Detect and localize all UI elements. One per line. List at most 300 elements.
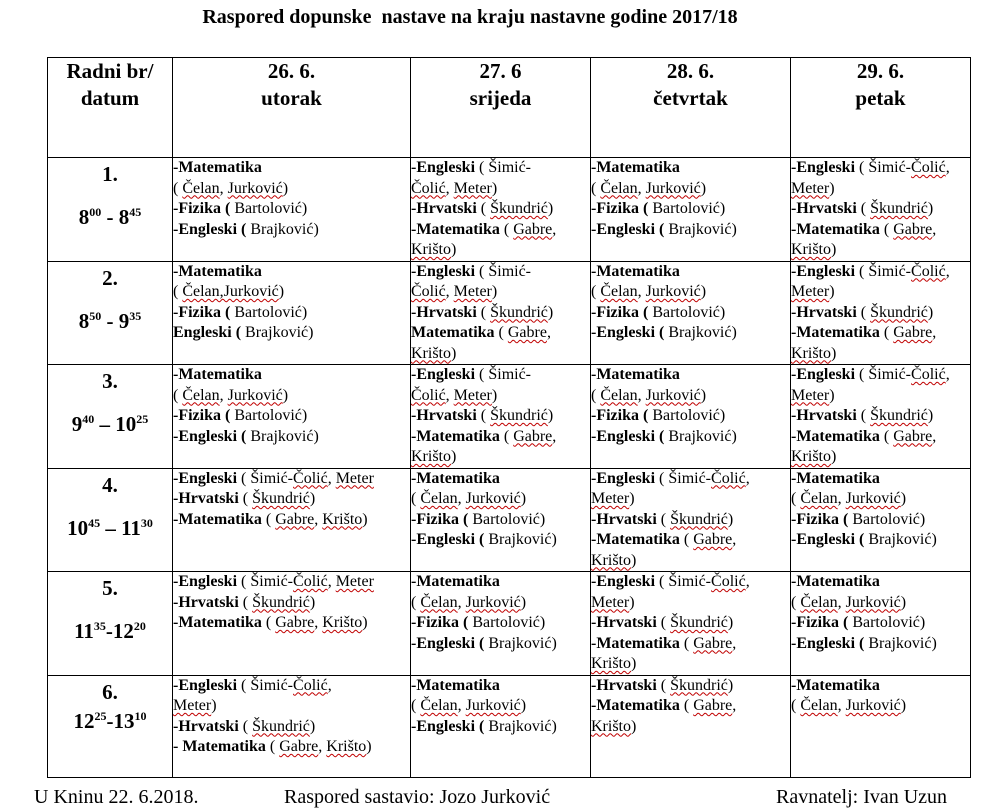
schedule-line — [791, 386, 970, 407]
table-row — [48, 158, 971, 262]
teacher-names: ( Šimić-Čolić, — [237, 676, 332, 694]
subject-name: -Hrvatski — [173, 717, 239, 735]
schedule-cell — [791, 158, 971, 262]
subject-name: -Matematika — [411, 427, 500, 445]
teacher-names: ( Čelan, Jurković) — [791, 490, 907, 507]
schedule-cell — [173, 158, 411, 262]
table-row — [48, 572, 971, 676]
schedule-line — [173, 303, 410, 324]
period-cell — [48, 468, 173, 572]
teacher-names: ( Škundrić) — [476, 303, 554, 321]
teacher-names: Bartolović) — [848, 510, 926, 528]
subject-name: -Engleski ( — [791, 531, 865, 548]
period-time: $8^{00} - 8^{45}$ — [78, 205, 142, 229]
schedule-line — [411, 489, 590, 510]
subject-name: -Hrvatski — [791, 303, 857, 321]
schedule-cell — [591, 158, 791, 262]
schedule-cell — [173, 365, 411, 469]
schedule-line — [591, 510, 790, 531]
schedule-line — [591, 303, 790, 324]
schedule-line — [411, 696, 590, 717]
teacher-names: ( Škundrić) — [238, 593, 316, 611]
teacher-names: ( Škundrić) — [238, 490, 316, 507]
subject-name: -Engleski — [173, 573, 238, 590]
teacher-names: Meter) — [791, 386, 835, 404]
table-row — [48, 468, 971, 572]
teacher-names: ( Šimić-Čolić, — [655, 469, 750, 487]
schedule-cell — [791, 675, 971, 777]
teacher-names: ( Čelan, Jurković) — [411, 697, 527, 714]
teacher-names: Krišto) — [591, 551, 637, 569]
subject-name: -Engleski — [791, 159, 856, 176]
schedule-cell — [411, 261, 591, 365]
teacher-names: ( Gabre, — [679, 531, 737, 548]
subject-name: -Fizika ( — [591, 407, 649, 424]
schedule-line — [591, 427, 790, 448]
schedule-line — [411, 262, 590, 283]
subject-name: -Hrvatski — [173, 593, 239, 611]
subject-name: -Matematika — [173, 510, 262, 528]
period-cell — [48, 675, 173, 777]
subject-name: Engleski ( — [173, 324, 242, 341]
teacher-names: ( Čelan, Jurković) — [173, 386, 289, 404]
schedule-line — [791, 696, 970, 717]
teacher-names: ( Šimić- — [475, 262, 532, 280]
schedule-line — [591, 489, 790, 510]
schedule-line — [411, 510, 590, 531]
teacher-names: Krišto) — [791, 241, 837, 258]
teacher-names: ( Šimić-Čolić, Meter — [237, 469, 374, 487]
schedule-line — [173, 469, 410, 490]
teacher-names: Bartolović) — [468, 510, 546, 528]
subject-name: -Matematika — [173, 159, 262, 176]
teacher-names: ( Škundrić) — [656, 676, 734, 694]
schedule-line — [411, 469, 590, 490]
teacher-names: ( Čelan, Jurković) — [411, 593, 527, 611]
schedule-cell — [591, 261, 791, 365]
subject-name: -Hrvatski — [411, 200, 477, 217]
teacher-names: Brajković) — [484, 717, 557, 735]
schedule-cell — [791, 572, 971, 676]
teacher-names: ( Šimić- — [475, 159, 532, 176]
subject-name: -Fizika ( — [591, 303, 649, 321]
schedule-table — [47, 57, 971, 778]
teacher-names: Brajković) — [484, 634, 557, 652]
subject-name: -Hrvatski — [791, 200, 857, 217]
subject-name: -Matematika — [591, 697, 680, 714]
subject-name: -Engleski — [791, 366, 856, 383]
teacher-names: Bartolović) — [230, 303, 308, 321]
teacher-names: ( Gabre, — [879, 427, 937, 445]
subject-name: -Fizika ( — [173, 200, 231, 217]
teacher-names: ( Čelan, Jurković) — [591, 179, 707, 197]
subject-name: -Matematika — [411, 676, 500, 694]
schedule-line — [411, 427, 590, 448]
teacher-names: ( Škundrić) — [476, 407, 554, 424]
subject-name: -Fizika ( — [791, 614, 849, 631]
schedule-line — [173, 220, 410, 241]
subject-name: -Engleski ( — [173, 220, 247, 238]
header-row — [48, 58, 971, 158]
subject-name: - Matematika — [173, 738, 266, 755]
schedule-line — [591, 469, 790, 490]
schedule-line — [791, 303, 970, 324]
teacher-names: ( Gabre, — [499, 427, 557, 445]
subject-name: -Hrvatski — [411, 303, 477, 321]
schedule-line — [173, 179, 410, 200]
schedule-line — [411, 344, 590, 365]
teacher-names: ( Šimić-Čolić, — [855, 159, 950, 176]
schedule-line — [411, 530, 590, 551]
period-number: 3. — [102, 369, 118, 393]
schedule-line — [591, 406, 790, 427]
teacher-names: Krišto) — [411, 344, 457, 362]
subject-name: -Fizika ( — [173, 407, 231, 424]
schedule-line — [791, 179, 970, 200]
subject-name: -Engleski ( — [411, 717, 485, 735]
schedule-line — [591, 158, 790, 179]
schedule-cell — [173, 468, 411, 572]
schedule-line — [591, 179, 790, 200]
subject-name: -Engleski — [791, 262, 856, 280]
teacher-names: ( Gabre, — [494, 324, 551, 341]
day-header: 28. 6. četvrtak — [591, 58, 791, 158]
teacher-names: ( Gabre, Krišto) — [261, 510, 368, 528]
subject-name: -Matematika — [791, 573, 880, 590]
period-time: $10^{45} - 11^{30}$ — [67, 515, 153, 540]
period-time: $8^{50} - 9^{35}$ — [78, 308, 142, 333]
period-time: $9^{40} - 10^{25}$ — [71, 412, 149, 436]
schedule-cell — [591, 365, 791, 469]
teacher-names: ( Gabre, — [879, 324, 937, 341]
subject-name: -Engleski — [411, 159, 476, 176]
subject-name: -Matematika — [791, 324, 880, 341]
table-row — [48, 675, 971, 777]
schedule-line — [791, 593, 970, 614]
schedule-line — [173, 427, 410, 448]
subject-name: -Engleski — [173, 676, 238, 694]
teacher-names: Brajković) — [246, 427, 319, 445]
teacher-names: Brajković) — [864, 531, 937, 548]
schedule-line — [591, 323, 790, 344]
schedule-cell — [411, 365, 591, 469]
schedule-line — [411, 447, 590, 468]
period-cell — [48, 365, 173, 469]
schedule-line — [591, 220, 790, 241]
teacher-names: ( Čelan, Jurković) — [591, 283, 707, 300]
period-cell — [48, 572, 173, 676]
day-header: 26. 6. utorak — [173, 58, 411, 158]
schedule-line — [173, 676, 410, 697]
teacher-names: Krišto) — [591, 655, 637, 672]
schedule-line — [791, 530, 970, 551]
schedule-line — [411, 199, 590, 220]
table-row — [48, 365, 971, 469]
subject-name: -Matematika — [791, 469, 880, 487]
subject-name: Matematika — [411, 324, 495, 341]
schedule-line — [791, 240, 970, 261]
period-time: $12^{25}-13^{10}$ — [73, 708, 147, 733]
subject-name: -Matematika — [591, 366, 680, 383]
subject-name: -Engleski ( — [173, 427, 247, 445]
period-number: 5. — [102, 576, 118, 600]
subject-name: -Matematika — [791, 427, 880, 445]
corner-header: Radni br/ datum — [48, 58, 173, 158]
schedule-line — [791, 613, 970, 634]
teacher-names: Krišto) — [411, 241, 457, 258]
teacher-names: Meter) — [791, 179, 835, 197]
schedule-line — [411, 240, 590, 261]
teacher-names: Krišto) — [411, 448, 457, 465]
teacher-names: ( Čelan,Jurković) — [173, 283, 285, 300]
schedule-line — [173, 282, 410, 303]
period-time: $11^{35}-12^{20}$ — [74, 619, 146, 643]
teacher-names: Brajković) — [484, 531, 557, 548]
schedule-line — [791, 489, 970, 510]
schedule-line — [173, 572, 410, 593]
teacher-names: ( Gabre, — [499, 220, 557, 238]
schedule-cell — [173, 261, 411, 365]
schedule-cell — [411, 675, 591, 777]
schedule-cell — [791, 261, 971, 365]
schedule-cell — [591, 675, 791, 777]
subject-name: -Fizika ( — [411, 510, 469, 528]
schedule-line — [791, 323, 970, 344]
teacher-names: Bartolović) — [468, 614, 546, 631]
teacher-names: ( Šimić-Čolić, Meter — [237, 573, 374, 590]
teacher-names: ( Gabre, — [879, 220, 937, 238]
schedule-line — [591, 365, 790, 386]
footer-author: Raspored sastavio: Jozo Jurković — [284, 786, 551, 808]
teacher-names: ( Čelan, Jurković) — [791, 697, 907, 714]
schedule-line — [791, 510, 970, 531]
schedule-line — [411, 406, 590, 427]
subject-name: -Fizika ( — [173, 303, 231, 321]
teacher-names: ( Škundrić) — [656, 510, 734, 528]
schedule-cell — [791, 365, 971, 469]
schedule-cell — [591, 468, 791, 572]
teacher-names: Krišto) — [791, 448, 837, 465]
teacher-names: Krišto) — [591, 717, 637, 735]
teacher-names: ( Gabre, Krišto) — [261, 614, 368, 631]
schedule-cell — [411, 572, 591, 676]
schedule-line — [791, 427, 970, 448]
schedule-line — [591, 551, 790, 572]
subject-name: -Matematika — [173, 366, 262, 383]
day-header: 29. 6. petak — [791, 58, 971, 158]
subject-name: -Matematika — [411, 469, 500, 487]
subject-name: -Engleski ( — [591, 220, 665, 238]
schedule-line — [411, 386, 590, 407]
subject-name: -Hrvatski — [791, 407, 857, 424]
subject-name: -Engleski ( — [791, 634, 865, 652]
subject-name: -Engleski — [411, 366, 476, 383]
footer-place-date: U Kninu 22. 6.2018. — [34, 786, 199, 808]
schedule-cell — [173, 675, 411, 777]
schedule-line — [411, 676, 590, 697]
schedule-line — [411, 365, 590, 386]
teacher-names: Bartolović) — [230, 200, 308, 217]
schedule-line — [173, 613, 410, 634]
period-number: 2. — [102, 265, 118, 290]
subject-name: -Hrvatski — [591, 676, 657, 694]
teacher-names: Bartolović) — [648, 303, 726, 321]
schedule-line — [791, 282, 970, 303]
subject-name: -Hrvatski — [173, 490, 239, 507]
teacher-names: Brajković) — [664, 220, 737, 238]
subject-name: -Matematika — [791, 676, 880, 694]
schedule-line — [411, 634, 590, 655]
teacher-names: Meter) — [591, 593, 635, 611]
teacher-names: ( Škundrić) — [856, 303, 934, 321]
subject-name: -Engleski — [411, 262, 476, 280]
schedule-line — [591, 530, 790, 551]
schedule-line — [411, 179, 590, 200]
schedule-line — [411, 303, 590, 324]
day-header: 27. 6 srijeda — [411, 58, 591, 158]
schedule-line — [591, 676, 790, 697]
subject-name: -Fizika ( — [791, 510, 849, 528]
teacher-names: ( Škundrić) — [476, 200, 554, 217]
subject-name: -Engleski — [591, 573, 656, 590]
schedule-line — [791, 634, 970, 655]
schedule-line — [791, 220, 970, 241]
period-cell — [48, 158, 173, 262]
teacher-names: Meter) — [791, 283, 835, 300]
schedule-line — [791, 344, 970, 365]
schedule-line — [411, 220, 590, 241]
schedule-line — [791, 365, 970, 386]
teacher-names: Brajković) — [664, 324, 737, 341]
schedule-line — [173, 158, 410, 179]
teacher-names: ( Čelan, Jurković) — [591, 386, 707, 404]
schedule-line — [591, 696, 790, 717]
schedule-line — [591, 572, 790, 593]
schedule-cell — [411, 158, 591, 262]
teacher-names: Meter) — [173, 697, 217, 714]
subject-name: -Hrvatski — [591, 510, 657, 528]
schedule-line — [173, 593, 410, 614]
subject-name: -Matematika — [791, 220, 880, 238]
subject-name: -Engleski ( — [591, 427, 665, 445]
teacher-names: Bartolović) — [230, 407, 308, 424]
teacher-names: ( Čelan, Jurković) — [411, 490, 527, 507]
schedule-line — [411, 572, 590, 593]
schedule-line — [173, 717, 410, 738]
schedule-line — [173, 323, 410, 344]
teacher-names: Brajković) — [241, 324, 314, 341]
teacher-names: ( Šimić- — [475, 366, 532, 383]
period-number: 6. — [102, 679, 118, 704]
schedule-line — [791, 262, 970, 283]
teacher-names: Krišto) — [791, 344, 837, 362]
schedule-line — [791, 572, 970, 593]
schedule-cell — [173, 572, 411, 676]
subject-name: -Hrvatski — [591, 614, 657, 631]
schedule-line — [173, 510, 410, 531]
subject-name: -Matematika — [591, 531, 680, 548]
teacher-names: Čolić, Meter) — [411, 283, 498, 300]
teacher-names: ( Škundrić) — [856, 200, 934, 217]
schedule-line — [591, 262, 790, 283]
schedule-line — [173, 489, 410, 510]
schedule-line — [173, 365, 410, 386]
schedule-line — [591, 199, 790, 220]
schedule-line — [591, 386, 790, 407]
teacher-names: ( Škundrić) — [856, 407, 934, 424]
subject-name: -Matematika — [411, 573, 500, 590]
subject-name: -Matematika — [591, 262, 680, 280]
schedule-line — [411, 717, 590, 738]
footer-principal: Ravnatelj: Ivan Uzun — [776, 786, 948, 808]
schedule-line — [791, 158, 970, 179]
teacher-names: Brajković) — [864, 634, 937, 652]
subject-name: -Matematika — [411, 220, 500, 238]
subject-name: -Hrvatski — [411, 407, 477, 424]
schedule-line — [791, 676, 970, 697]
schedule-line — [411, 323, 590, 344]
schedule-line — [791, 406, 970, 427]
teacher-names: Brajković) — [664, 427, 737, 445]
subject-name: -Matematika — [591, 159, 680, 176]
teacher-names: Čolić, Meter) — [411, 179, 498, 197]
period-number: 4. — [102, 472, 118, 497]
schedule-cell — [411, 468, 591, 572]
period-number: 1. — [102, 162, 118, 186]
table-row — [48, 261, 971, 365]
teacher-names: ( Šimić-Čolić, — [855, 262, 950, 280]
teacher-names: Čolić, Meter) — [411, 386, 498, 404]
schedule-line — [591, 613, 790, 634]
teacher-names: ( Škundrić) — [238, 717, 316, 735]
teacher-names: ( Čelan, Jurković) — [173, 179, 289, 197]
schedule-line — [591, 282, 790, 303]
teacher-names: Meter) — [591, 490, 635, 507]
teacher-names: Brajković) — [246, 220, 319, 238]
teacher-names: ( Škundrić) — [656, 614, 734, 631]
subject-name: -Matematika — [173, 262, 262, 280]
schedule-line — [791, 447, 970, 468]
schedule-line — [411, 593, 590, 614]
schedule-cell — [791, 468, 971, 572]
page-title: Raspored dopunske nastave na kraju nastavne godine 2017/18 — [202, 6, 738, 28]
schedule-line — [173, 696, 410, 717]
schedule-line — [173, 262, 410, 283]
subject-name: -Matematika — [173, 614, 262, 631]
subject-name: -Fizika ( — [411, 614, 469, 631]
schedule-line — [173, 737, 410, 758]
schedule-line — [173, 406, 410, 427]
subject-name: -Matematika — [591, 634, 680, 652]
schedule-line — [411, 282, 590, 303]
subject-name: -Engleski — [591, 469, 656, 487]
teacher-names: Bartolović) — [648, 200, 726, 217]
schedule-line — [411, 158, 590, 179]
schedule-line — [411, 613, 590, 634]
schedule-line — [591, 654, 790, 675]
schedule-line — [591, 593, 790, 614]
subject-name: -Engleski ( — [591, 324, 665, 341]
subject-name: -Engleski ( — [411, 634, 485, 652]
subject-name: -Fizika ( — [591, 200, 649, 217]
subject-name: -Engleski ( — [411, 531, 485, 548]
schedule-line — [591, 717, 790, 738]
teacher-names: Bartolović) — [848, 614, 926, 631]
teacher-names: ( Gabre, — [679, 634, 737, 652]
teacher-names: ( Gabre, Krišto) — [265, 738, 372, 755]
teacher-names: ( Čelan, Jurković) — [791, 593, 907, 611]
period-cell — [48, 261, 173, 365]
